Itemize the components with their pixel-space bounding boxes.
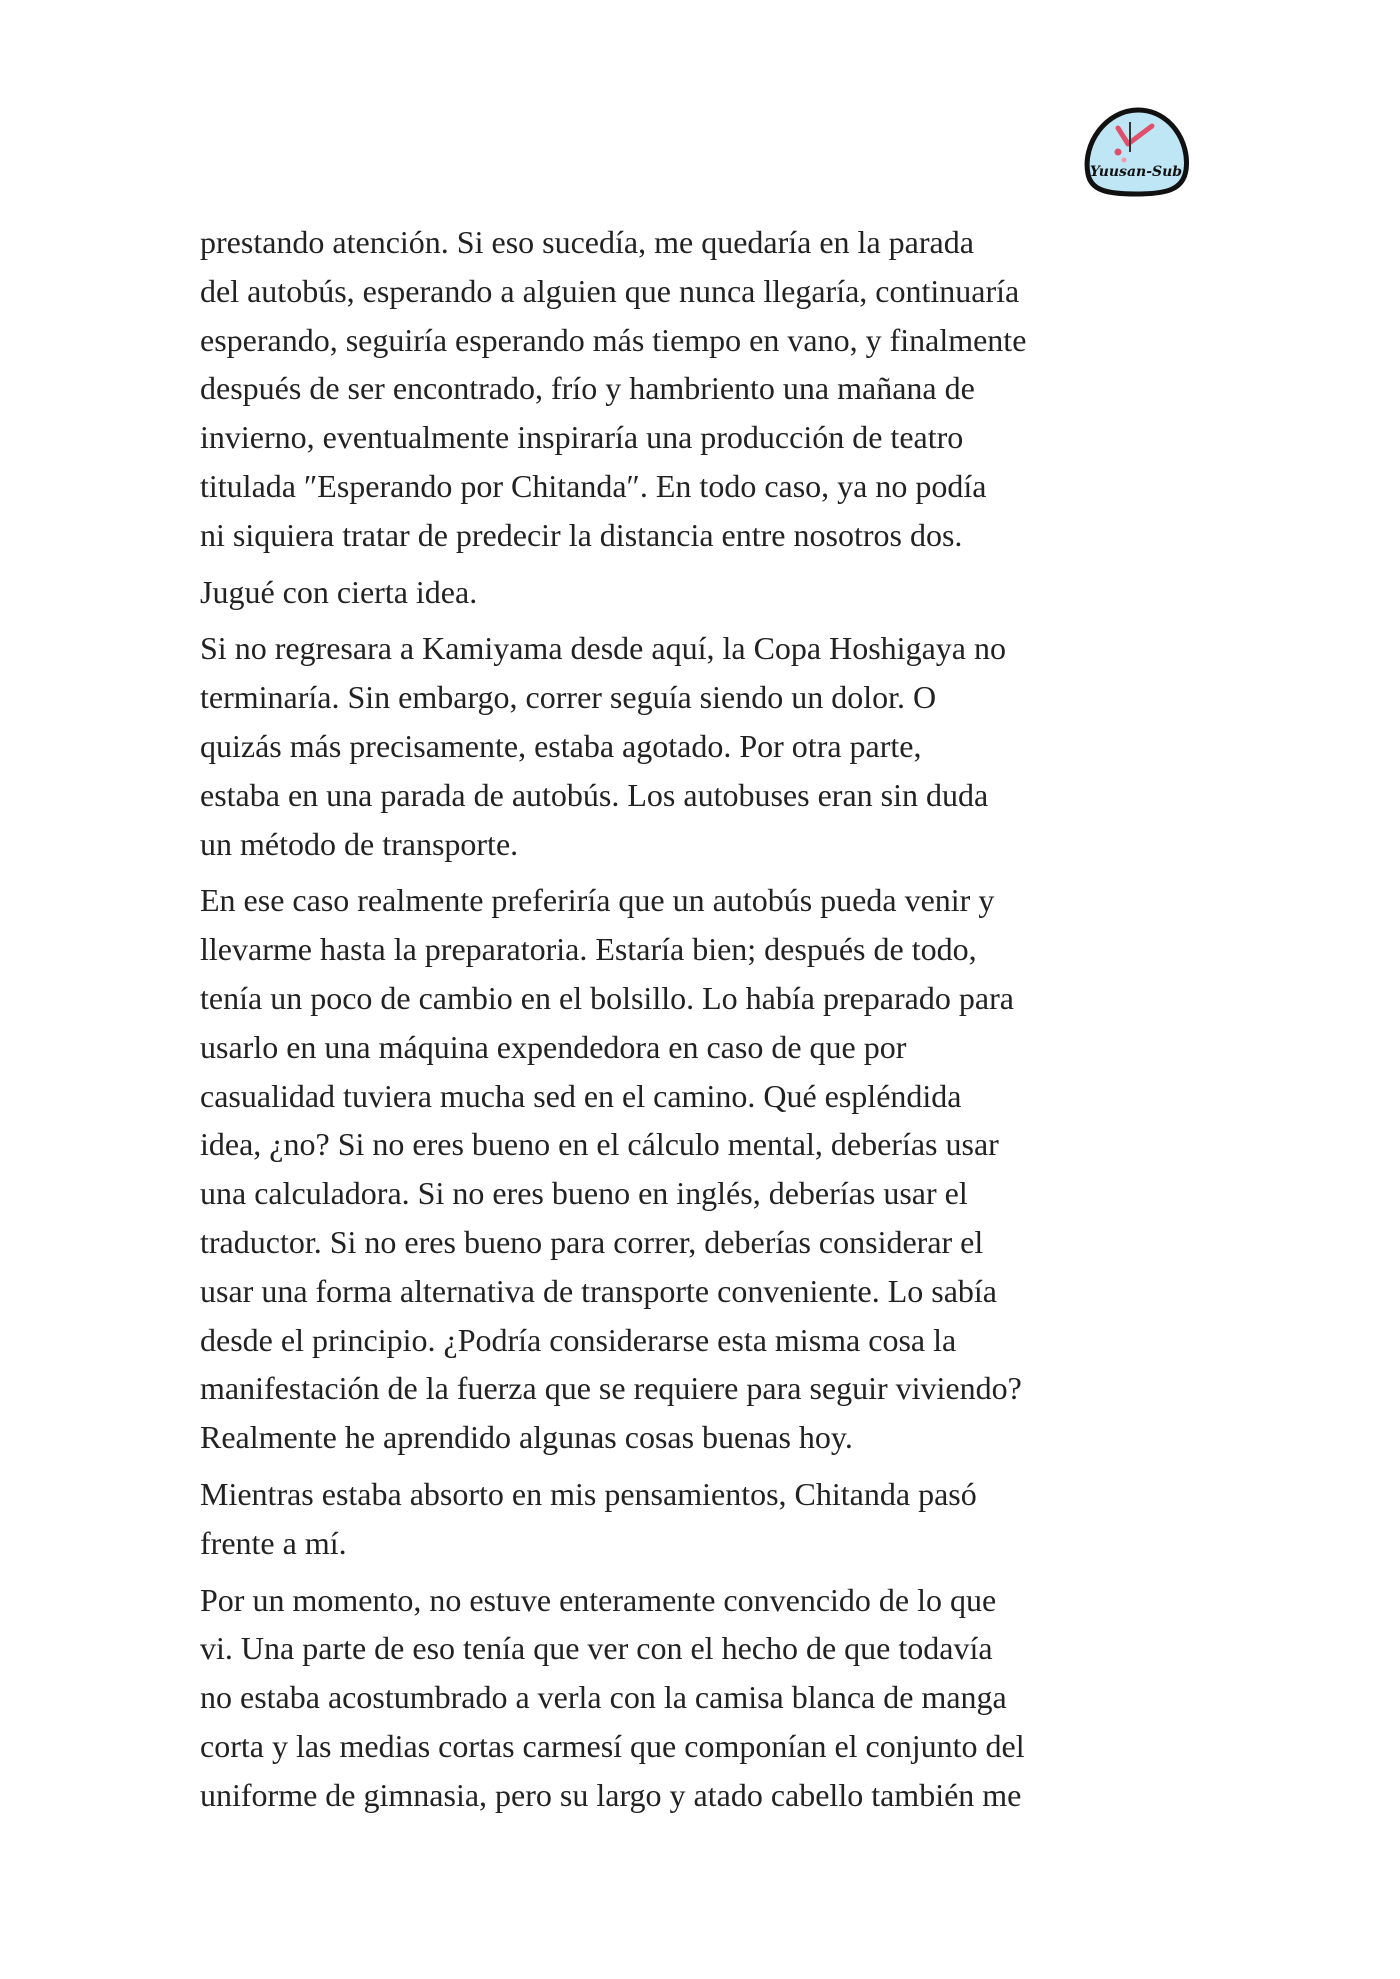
paragraph: prestando atención. Si eso sucedía, me quedaría en la parada del autobús, esperando a alguien que nunca llegaría, continuaría esperando, seguiría esperando más tiempo en vano, y finalmente después de ser encontrado, frío y hambriento una mañana de invierno, eventualmente inspiraría una producción de teatro titulada ″Esperando por Chitanda″. En todo caso, ya no podía ni siquiera tratar de predecir la distancia entre nosotros dos. [200, 224, 1027, 553]
paragraph: Jugué con cierta idea. [200, 573, 478, 610]
document-body [200, 218, 1200, 1828]
logo-bubble-icon [1078, 104, 1194, 200]
paragraph: Por un momento, no estuve enteramente convencido de lo que vi. Una parte de eso tenía que ver con el hecho de que todavía no estaba acostumbrado a verla con la camisa blanca de manga corta y las medias cortas carmesí que componían el conjunto del uniforme de gimnasia, pero su largo y atado cabello también me [200, 1581, 1025, 1813]
yuusan-sub-logo [1078, 104, 1194, 200]
paragraph: Mientras estaba absorto en mis pensamientos, Chitanda pasó frente a mí. [200, 1475, 977, 1561]
paragraph: Si no regresara a Kamiyama desde aquí, la Copa Hoshigaya no terminaría. Sin embargo, correr seguía siendo un dolor. O quizás más precisamente, estaba agotado. Por otra parte, estaba en una parada de autobús. Los autobuses eran sin duda un método de transporte. [200, 630, 1006, 862]
logo-text: Yuusan-Sub [1089, 164, 1183, 180]
paragraph: En ese caso realmente preferiría que un autobús pueda venir y llevarme hasta la preparatoria. Estaría bien; después de todo, tenía un poco de cambio en el bolsillo. Lo había preparado para usarlo en una máquina expendedora en caso de que por casualidad tuviera mucha sed en el camino. Qué espléndida idea, ¿no? Si no eres bueno en el cálculo mental, deberías usar una calculadora. Si no eres bueno en inglés, deberías usar el traductor. Si no eres bueno para correr, deberías considerar el usar una forma alternativa de transporte conveniente. Lo sabía desde el principio. ¿Podría considerarse esta misma cosa la manifestación de la fuerza que se requiere para seguir viviendo? Realmente he aprendido algunas cosas buenas hoy. [200, 882, 1022, 1456]
